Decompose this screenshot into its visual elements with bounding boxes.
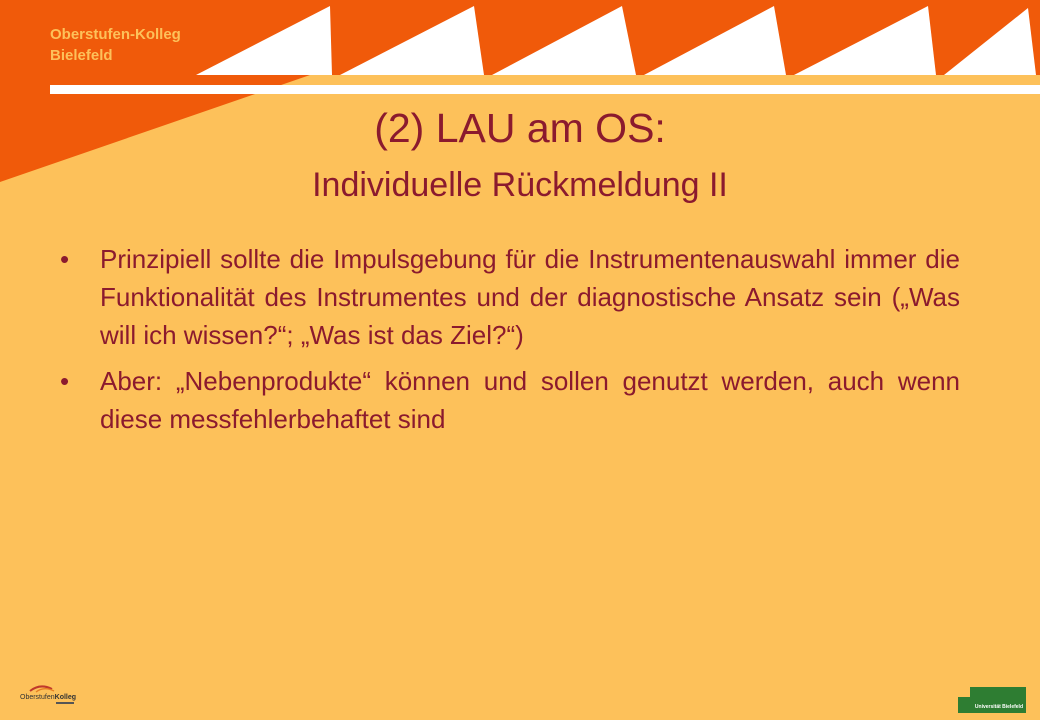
org-city: Bielefeld <box>50 47 113 64</box>
bullet-marker: • <box>60 244 70 274</box>
slide-subtitle: Individuelle Rückmeldung II <box>312 166 728 204</box>
header-white-stripe <box>50 85 1040 94</box>
bullet-item <box>60 240 960 354</box>
logo-underline <box>56 702 74 704</box>
logo-wordmark: OberstufenKolleg <box>20 694 77 701</box>
bullet-text: Prinzipiell sollte die Impulsgebung für die Instrumentenauswahl immer die Funktionalität des Instrumentes und der diagnostische Ansatz sein („Was will ich wissen?“; „Was ist das Ziel?“) <box>100 244 960 350</box>
universitaet-bielefeld-logo <box>958 687 1026 713</box>
oberstufen-kolleg-logo <box>18 683 82 707</box>
bullet-item <box>60 362 960 438</box>
bullet-list <box>60 240 960 446</box>
bullet-text: Aber: „Nebenprodukte“ können und sollen genutzt werden, auch wenn diese messfehlerbehaftet sind <box>100 366 960 434</box>
slide-title: (2) LAU am OS: <box>374 105 666 151</box>
logo-notch <box>958 687 970 697</box>
bullet-marker: • <box>60 366 70 396</box>
logo-label: Universität Bielefeld <box>974 704 1023 710</box>
org-name: Oberstufen-Kolleg <box>50 26 181 43</box>
logo-swoosh-2 <box>36 689 54 692</box>
